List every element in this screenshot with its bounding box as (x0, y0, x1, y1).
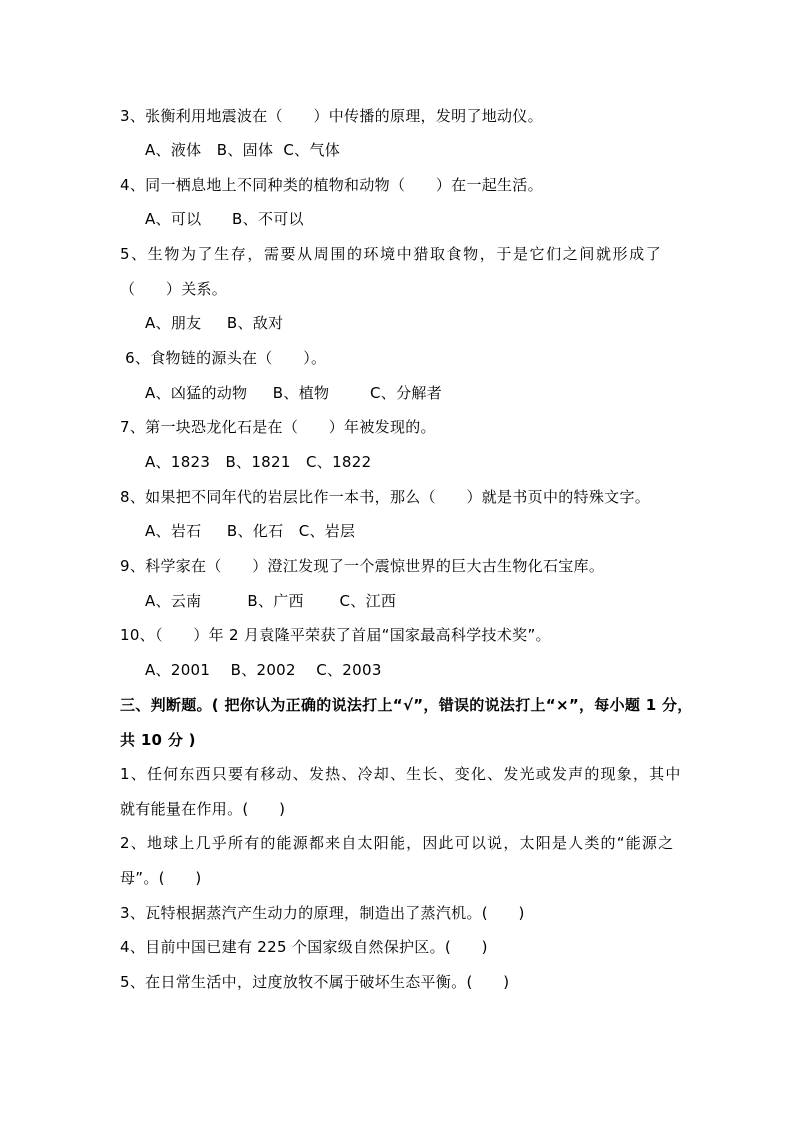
question-3: 3、张衡利用地震波在（ ）中传播的原理，发明了地动仪。 (120, 107, 543, 125)
tf-item-5: 5、在日常生活中，过度放牧不属于破坏生态平衡。( ) (120, 973, 510, 991)
tf-item-4: 4、目前中国已建有 225 个国家级自然保护区。( ) (120, 938, 488, 956)
question-4-options: A、可以 B、不可以 (145, 210, 304, 228)
question-8-options: A、岩石 B、化石 C、岩层 (145, 522, 356, 540)
question-10-options: A、2001 B、2002 C、2003 (145, 661, 382, 679)
question-5-options: A、朋友 B、敌对 (145, 314, 284, 332)
tf-item-1-continued: 就有能量在作用。( ) (120, 800, 286, 818)
question-9-options: A、云南 B、广西 C、江西 (145, 592, 397, 610)
question-7: 7、第一块恐龙化石是在（ ）年被发现的。 (120, 418, 436, 436)
question-7-options: A、1823 B、1821 C、1822 (145, 453, 372, 471)
tf-item-2: 2、地球上几乎所有的能源都来自太阳能，因此可以说，太阳是人类的“能源之 (120, 834, 675, 852)
question-6: 6、食物链的源头在（ ）。 (120, 349, 327, 367)
tf-item-2-continued: 母”。( ) (120, 869, 202, 887)
tf-item-1: 1、任何东西只要有移动、发热、冷却、生长、变化、发光或发声的现象，其中 (120, 765, 682, 783)
question-3-options: A、液体 B、固体 C、气体 (145, 141, 341, 159)
tf-item-3: 3、瓦特根据蒸汽产生动力的原理，制造出了蒸汽机。( ) (120, 904, 525, 922)
section-3-heading: 三、判断题。( 把你认为正确的说法打上“√”，错误的说法打上“×”，每小题 1 分， (120, 696, 693, 714)
section-3-heading-continued: 共 10 分 ) (120, 731, 196, 749)
question-6-options: A、凶猛的动物 B、植物 C、分解者 (145, 384, 442, 402)
question-5: 5、生物为了生存，需要从周围的环境中猎取食物，于是它们之间就形成了 (120, 245, 663, 263)
question-10: 10、（ ）年 2 月袁隆平荣获了首届“国家最高科学技术奖”。 (120, 626, 551, 644)
question-8: 8、如果把不同年代的岩层比作一本书，那么（ ）就是书页中的特殊文字。 (120, 488, 651, 506)
question-9: 9、科学家在（ ）澄江发现了一个震惊世界的巨大古生物化石宝库。 (120, 557, 605, 575)
question-4: 4、同一栖息地上不同种类的植物和动物（ ）在一起生活。 (120, 176, 543, 194)
question-5-continued: （ ）关系。 (120, 280, 228, 298)
